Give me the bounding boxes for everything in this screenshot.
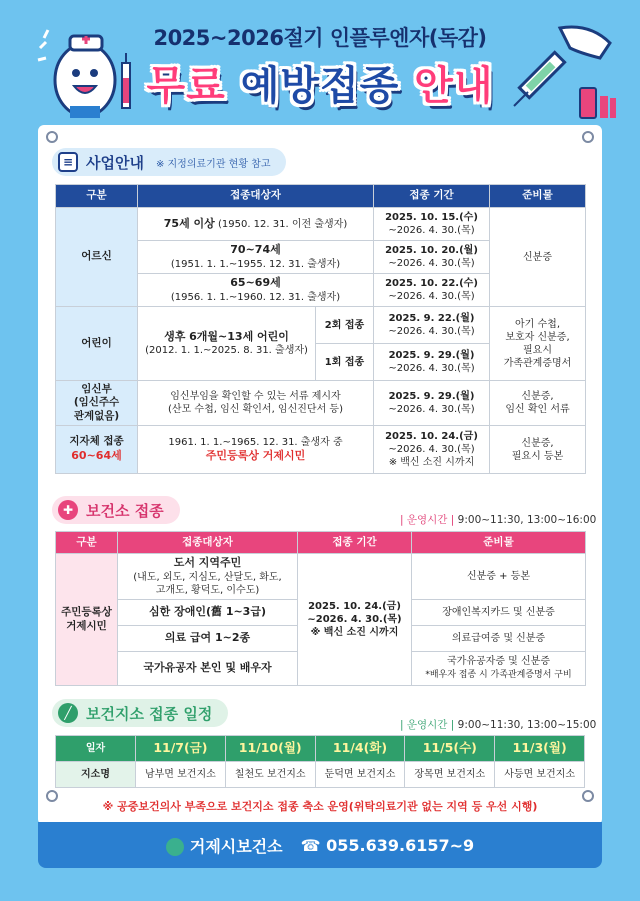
- date-cell: 11/4(화): [315, 736, 405, 762]
- table-cell: 신분증 + 등본: [412, 554, 586, 600]
- syringe-icon: ╱: [58, 703, 78, 723]
- section3-pill: [52, 699, 228, 727]
- section2-pill: [52, 496, 180, 524]
- branch-schedule-table: [55, 735, 585, 788]
- section1-note: ※ 지정의료기관 현황 참고: [155, 158, 271, 170]
- footer-org: 거제시보건소: [166, 834, 283, 857]
- col-category: 구분: [56, 532, 118, 554]
- table-cell: 임신부임을 확인할 수 있는 서류 제시자 (산모 수첩, 임신 확인서, 임신진단서 등): [138, 381, 374, 426]
- table-cell: 2025. 10. 22.(수) ~2026. 4. 30.(목): [374, 274, 490, 307]
- footer-bar: [38, 822, 602, 868]
- eligibility-table: [55, 184, 586, 474]
- table-cell: 2025. 9. 29.(월) ~2026. 4. 30.(목): [374, 344, 490, 381]
- table-cell: 신분증, 임신 확인 서류: [490, 381, 586, 426]
- table-cell: 심한 장애인(舊 1~3급): [118, 600, 298, 626]
- health-center-table: [55, 531, 586, 686]
- col-prep: 준비물: [490, 185, 586, 208]
- category-local: 지자체 접종 60~64세: [56, 426, 138, 474]
- document-icon: ≡: [58, 152, 78, 172]
- date-cell: 11/7(금): [136, 736, 226, 762]
- section2-optime: | 운영시간 | 9:00~11:30, 13:00~16:00: [400, 514, 597, 526]
- section3-title: 보건지소 접종 일정: [86, 704, 213, 723]
- section1-title: 사업안내: [86, 153, 144, 172]
- table-cell: 1961. 1. 1.~1965. 12. 31. 출생자 중 주민등록상 거제시민: [138, 426, 374, 474]
- category-elderly: 어르신: [56, 208, 138, 307]
- col-period: 접종 기간: [374, 185, 490, 208]
- syringe-illustration: [500, 18, 620, 128]
- table-cell: 65~69세 (1956. 1. 1.~1960. 12. 31. 출생자): [138, 274, 374, 307]
- place-cell: 둔덕면 보건지소: [315, 762, 405, 788]
- table-cell: 75세 이상 (1950. 12. 31. 이전 출생자): [138, 208, 374, 241]
- date-cell: 11/3(월): [495, 736, 585, 762]
- table-cell: 1회 접종: [316, 344, 374, 381]
- prep-children: 아기 수첩, 보호자 신분증, 필요시 가족관계증명서: [490, 307, 586, 381]
- header: [0, 0, 640, 125]
- table-cell: 의료 급여 1~2종: [118, 626, 298, 652]
- col-period: 접종 기간: [298, 532, 412, 554]
- col-target: 접종대상자: [118, 532, 298, 554]
- table-cell: 장애인복지카드 및 신분증: [412, 600, 586, 626]
- section3-header: [52, 699, 228, 727]
- col-category: 구분: [56, 185, 138, 208]
- col-prep: 준비물: [412, 532, 586, 554]
- row-header-date: 일자: [56, 736, 136, 762]
- table-cell: 신분증, 필요시 등본: [490, 426, 586, 474]
- category-pregnant: 임신부 (임신주수 관계없음): [56, 381, 138, 426]
- footer-phone: ☎ 055.639.6157~9: [300, 835, 475, 855]
- place-cell: 사등면 보건지소: [495, 762, 585, 788]
- section3-optime: | 운영시간 | 9:00~11:30, 13:00~15:00: [400, 719, 597, 731]
- table-cell: 2025. 9. 22.(월) ~2026. 4. 30.(목): [374, 307, 490, 344]
- cross-icon: ✚: [58, 500, 78, 520]
- place-cell: 장목면 보건지소: [405, 762, 495, 788]
- table-cell: 2회 접종: [316, 307, 374, 344]
- table-cell: 생후 6개월~13세 어린이 (2012. 1. 1.~2025. 8. 31. 출생자): [138, 307, 316, 381]
- section1-pill: [52, 148, 286, 176]
- warning-note: ※ 공중보건의사 부족으로 보건지소 접종 축소 운영(위탁의료기관 없는 지역 등 우선 시행): [102, 800, 538, 813]
- table-cell: 70~74세 (1951. 1. 1.~1955. 12. 31. 출생자): [138, 241, 374, 274]
- place-cell: 남부면 보건지소: [136, 762, 226, 788]
- paper-hole: [582, 131, 594, 143]
- title-top: 2025~2026절기 인플루엔자(독감): [153, 26, 487, 50]
- table-cell: 2025. 9. 29.(월) ~2026. 4. 30.(목): [374, 381, 490, 426]
- table-cell: 국가유공자 본인 및 배우자: [118, 652, 298, 686]
- date-cell: 11/5(수): [405, 736, 495, 762]
- section1-header: [52, 148, 286, 176]
- title-main-b: 예방접종: [240, 63, 400, 109]
- section2-header: [52, 496, 180, 524]
- period-cell: 2025. 10. 24.(금) ~2026. 4. 30.(목) ※ 백신 소진 시까지: [298, 554, 412, 686]
- table-cell: 2025. 10. 24.(금) ~2026. 4. 30.(목) ※ 백신 소진 시까지: [374, 426, 490, 474]
- category-residents: 주민등록상 거제시민: [56, 554, 118, 686]
- paper-hole: [46, 131, 58, 143]
- col-target: 접종대상자: [138, 185, 374, 208]
- row-header-place: 지소명: [56, 762, 136, 788]
- health-center-logo: [166, 838, 184, 856]
- section2-title: 보건소 접종: [86, 501, 164, 520]
- title-main-c: 안내: [414, 63, 494, 109]
- place-cell: 칠천도 보건지소: [225, 762, 315, 788]
- date-cell: 11/10(월): [225, 736, 315, 762]
- table-cell: 2025. 10. 20.(월) ~2026. 4. 30.(목): [374, 241, 490, 274]
- table-cell: 의료급여증 및 신분증: [412, 626, 586, 652]
- prep-elderly: 신분증: [490, 208, 586, 307]
- category-children: 어린이: [56, 307, 138, 381]
- table-cell: 도서 지역주민 (내도, 외도, 지심도, 산달도, 화도, 고개도, 황덕도, 이수도): [118, 554, 298, 600]
- title-main-a: 무료: [146, 63, 226, 109]
- table-cell: 2025. 10. 15.(수) ~2026. 4. 30.(목): [374, 208, 490, 241]
- table-cell: 국가유공자증 및 신분증 *배우자 접종 시 가족관계증명서 구비: [412, 652, 586, 686]
